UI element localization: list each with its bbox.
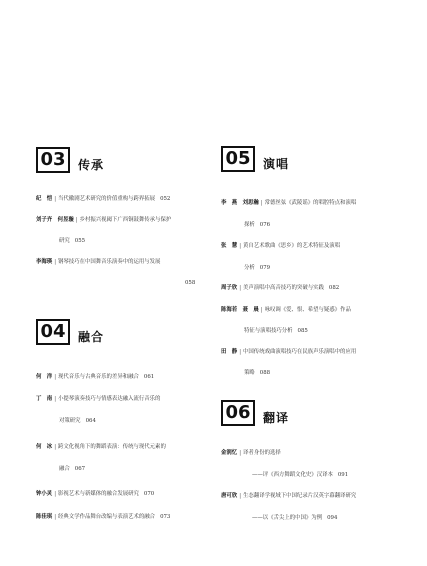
entry-page: 052 <box>160 196 171 202</box>
section-number: 05 <box>221 146 255 172</box>
entry-title-continued: 对策研究 <box>59 418 81 424</box>
entry-page: 076 <box>259 222 271 228</box>
toc-entry[interactable]: 刘子齐 何昱璇 | 乡村振兴视阈下广西铜鼓舞传承与保护 研究 055 <box>36 217 172 244</box>
entry-page: 073 <box>160 514 171 520</box>
entry-author: 钟小灵 <box>36 491 53 497</box>
entry-author: 唐可欣 <box>221 493 238 499</box>
section-title: 演唱 <box>263 157 290 171</box>
entry-page: 061 <box>143 374 155 380</box>
entry-title: 现代音乐与古典音乐的差异和融合 <box>58 374 139 380</box>
entry-author: 金润忆 <box>221 450 238 456</box>
entry-title: 译者身份的选择 <box>243 450 281 456</box>
entry-title: 影视艺术与新媒体的融合发展研究 <box>58 491 139 497</box>
entry-title-continued: 融合 <box>59 466 70 472</box>
section-03-header <box>36 146 104 173</box>
entry-title: 生态翻译学视域下中国纪录片汉英字幕翻译研究 <box>243 493 357 499</box>
entry-title: 当代徽剧艺术研究的价值重构与跨界拓展 <box>58 196 156 202</box>
entry-title: 钢琴技巧在中国舞音乐演奏中的运用与发展 <box>58 259 161 265</box>
toc-entry[interactable]: 陈海若 聂 晨 | 咏叹调《爱、恨、希望与疑惑》作品 特征与演唱技巧分析 085 <box>221 307 351 334</box>
entry-title: 美声演唱中高音技巧的突破与实践 <box>243 285 324 291</box>
toc-entry[interactable]: 纪 恺 | 当代徽剧艺术研究的价值重构与跨界拓展 052 <box>36 196 171 202</box>
entry-title-continued: 探析 <box>244 222 255 228</box>
section-title: 融合 <box>78 330 105 344</box>
toc-entry[interactable]: 张 慧 | 黄自艺术歌曲《思乡》的艺术特征及演唱 分析 079 <box>221 243 341 271</box>
entry-page: 064 <box>85 418 96 424</box>
entry-title: 咏叹调《爱、恨、希望与疑惑》作品 <box>264 307 351 313</box>
entry-author: 张 慧 <box>221 243 238 249</box>
toc-entry[interactable]: 何 洋 | 现代音乐与古典音乐的差异和融合 061 <box>36 374 155 380</box>
entry-page: 079 <box>259 265 271 271</box>
entry-title: 小提琴演奏技巧与情感表达融入流行音乐的 <box>58 396 161 402</box>
section-number: 03 <box>36 147 70 173</box>
section-title: 翻译 <box>263 411 290 425</box>
entry-author: 陈佳琪 <box>36 514 53 520</box>
entry-title: 经典文学作品舞台改编与表演艺术的融合 <box>58 514 156 520</box>
entry-page: 094 <box>327 515 338 521</box>
entry-title: 跨文化视角下的舞蹈表演：传统与现代元素的 <box>58 444 166 450</box>
entry-author: 何 洋 <box>36 374 53 380</box>
section-05-header <box>221 145 289 172</box>
entry-page: 091 <box>337 472 349 478</box>
entry-author: 李海瑛 <box>36 259 53 265</box>
toc-entry[interactable]: 何 冰 | 跨文化视角下的舞蹈表演：传统与现代元素的 融合 067 <box>36 444 166 472</box>
entry-title-continued: 特征与演唱技巧分析 <box>244 328 293 334</box>
entry-author: 何 冰 <box>36 444 53 450</box>
toc-entry[interactable]: 周子欣 | 美声演唱中高音技巧的突破与实践 082 <box>221 285 340 291</box>
entry-title: 中国传统戏曲演唱技巧在民族声乐演唱中的应用 <box>243 349 357 355</box>
entry-author: 纪 恺 <box>36 196 53 202</box>
section-06-header <box>221 399 289 426</box>
entry-author: 周子欣 <box>221 285 238 291</box>
entry-page: 058 <box>185 280 196 286</box>
entry-title-continued: 策略 <box>244 370 255 376</box>
section-number: 06 <box>221 400 255 426</box>
entry-title-continued: 分析 <box>244 265 255 271</box>
entry-title: 黄自艺术歌曲《思乡》的艺术特征及演唱 <box>243 243 341 249</box>
toc-entry[interactable]: 陈佳琪 | 经典文学作品舞台改编与表演艺术的融合 073 <box>36 514 171 520</box>
toc-entry[interactable]: 金润忆 | 译者身份的选择 ——评《西方舞蹈文化史》汉译本 091 <box>221 450 349 478</box>
entry-author: 田 静 <box>221 349 238 355</box>
toc-entry[interactable]: 李 燕 刘思瀚 | 常德丝弦《武陵谣》的唱腔特点和演唱 探析 076 <box>221 200 357 228</box>
section-title: 传承 <box>78 158 105 172</box>
entry-author: 丁 南 <box>36 396 53 402</box>
entry-title-continued: ——以《舌尖上的中国》为例 <box>252 515 323 521</box>
entry-author: 李 燕 刘思瀚 <box>221 200 259 206</box>
section-number: 04 <box>36 319 70 345</box>
entry-page: 082 <box>328 285 340 291</box>
entry-page: 085 <box>297 328 308 334</box>
entry-title-continued: 研究 <box>59 238 70 244</box>
toc-entry[interactable]: 钟小灵 | 影视艺术与新媒体的融合发展研究 070 <box>36 491 155 497</box>
toc-entry[interactable]: 唐可欣 | 生态翻译学视域下中国纪录片汉英字幕翻译研究 ——以《舌尖上的中国》为例 094 <box>221 493 357 521</box>
entry-title-continued: ——评《西方舞蹈文化史》汉译本 <box>252 472 333 478</box>
section-04-header <box>36 318 104 345</box>
entry-title: 乡村振兴视阈下广西铜鼓舞传承与保护 <box>79 217 172 223</box>
entry-page: 088 <box>259 370 271 376</box>
toc-entry[interactable]: 丁 南 | 小提琴演奏技巧与情感表达融入流行音乐的 对策研究 064 <box>36 396 161 424</box>
entry-page: 055 <box>74 238 86 244</box>
entry-author: 陈海若 聂 晨 <box>221 307 259 313</box>
toc-entry[interactable]: 田 静 | 中国传统戏曲演唱技巧在民族声乐演唱中的应用 策略 088 <box>221 349 357 376</box>
toc-entry[interactable]: 李海瑛 | 钢琴技巧在中国舞音乐演奏中的运用与发展 058 <box>36 259 196 286</box>
entry-author: 刘子齐 何昱璇 <box>36 217 74 223</box>
entry-page: 070 <box>143 491 155 497</box>
entry-title: 常德丝弦《武陵谣》的唱腔特点和演唱 <box>264 200 357 206</box>
entry-page: 067 <box>74 466 86 472</box>
